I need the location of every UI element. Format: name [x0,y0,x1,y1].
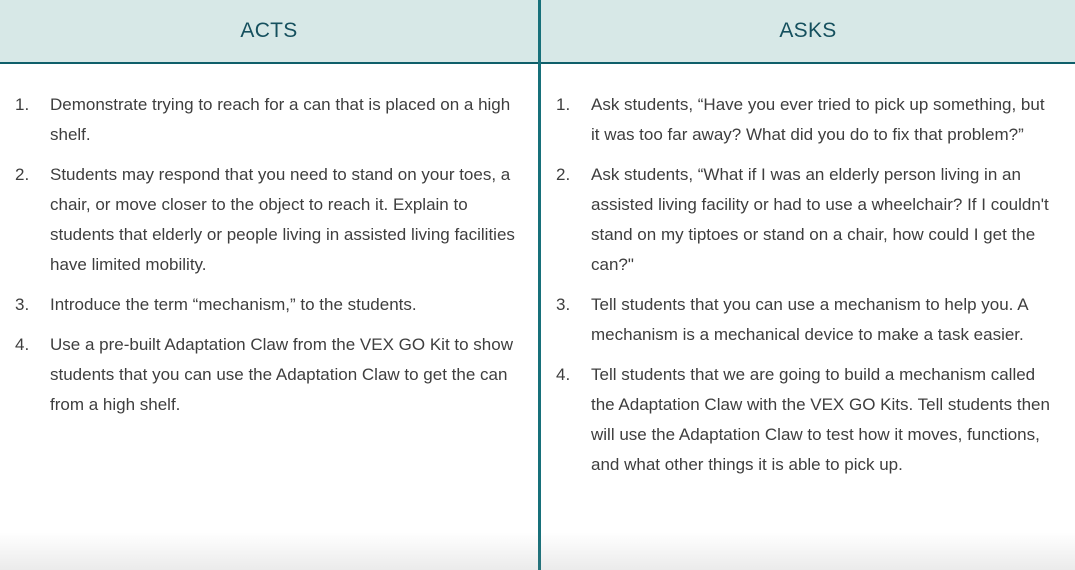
asks-column-header: ASKS [541,0,1075,64]
asks-column-body [541,64,1075,570]
acts-column-body [0,64,538,570]
list-item: Demonstrate trying to reach for a can that is placed on a high shelf. [50,95,511,144]
list-item: Tell students that we are going to build a mechanism called the Adaptation Claw with the VEX GO Kits. Tell students then will use the Adaptation Claw to test how it moves, functions, and what other things it is able to pick up. [591,365,1050,474]
list-item: Use a pre-built Adaptation Claw from the VEX GO Kit to show students that you can use the Adaptation Claw to get the can from a high shelf. [50,335,513,414]
list-item: Tell students that you can use a mechanism to help you. A mechanism is a mechanical device to make a task easier. [591,295,1028,344]
list-item: Ask students, “Have you ever tried to pick up something, but it was too far away? What did you do to fix that problem?” [591,95,1045,144]
list-item: Introduce the term “mechanism,” to the students. [50,295,417,314]
asks-step-list [541,64,1075,480]
acts-step-list [0,64,538,420]
acts-column-header: ACTS [0,0,538,64]
list-item: Ask students, “What if I was an elderly person living in an assisted living facility or had to use a wheelchair? If I couldn't stand on my tiptoes or stand on a chair, how could I get the can?" [591,165,1049,274]
asks-column [541,0,1075,570]
list-item: Students may respond that you need to stand on your toes, a chair, or move closer to the object to reach it. Explain to students that elderly or people living in assisted living facilities have limited mobility. [50,165,515,274]
